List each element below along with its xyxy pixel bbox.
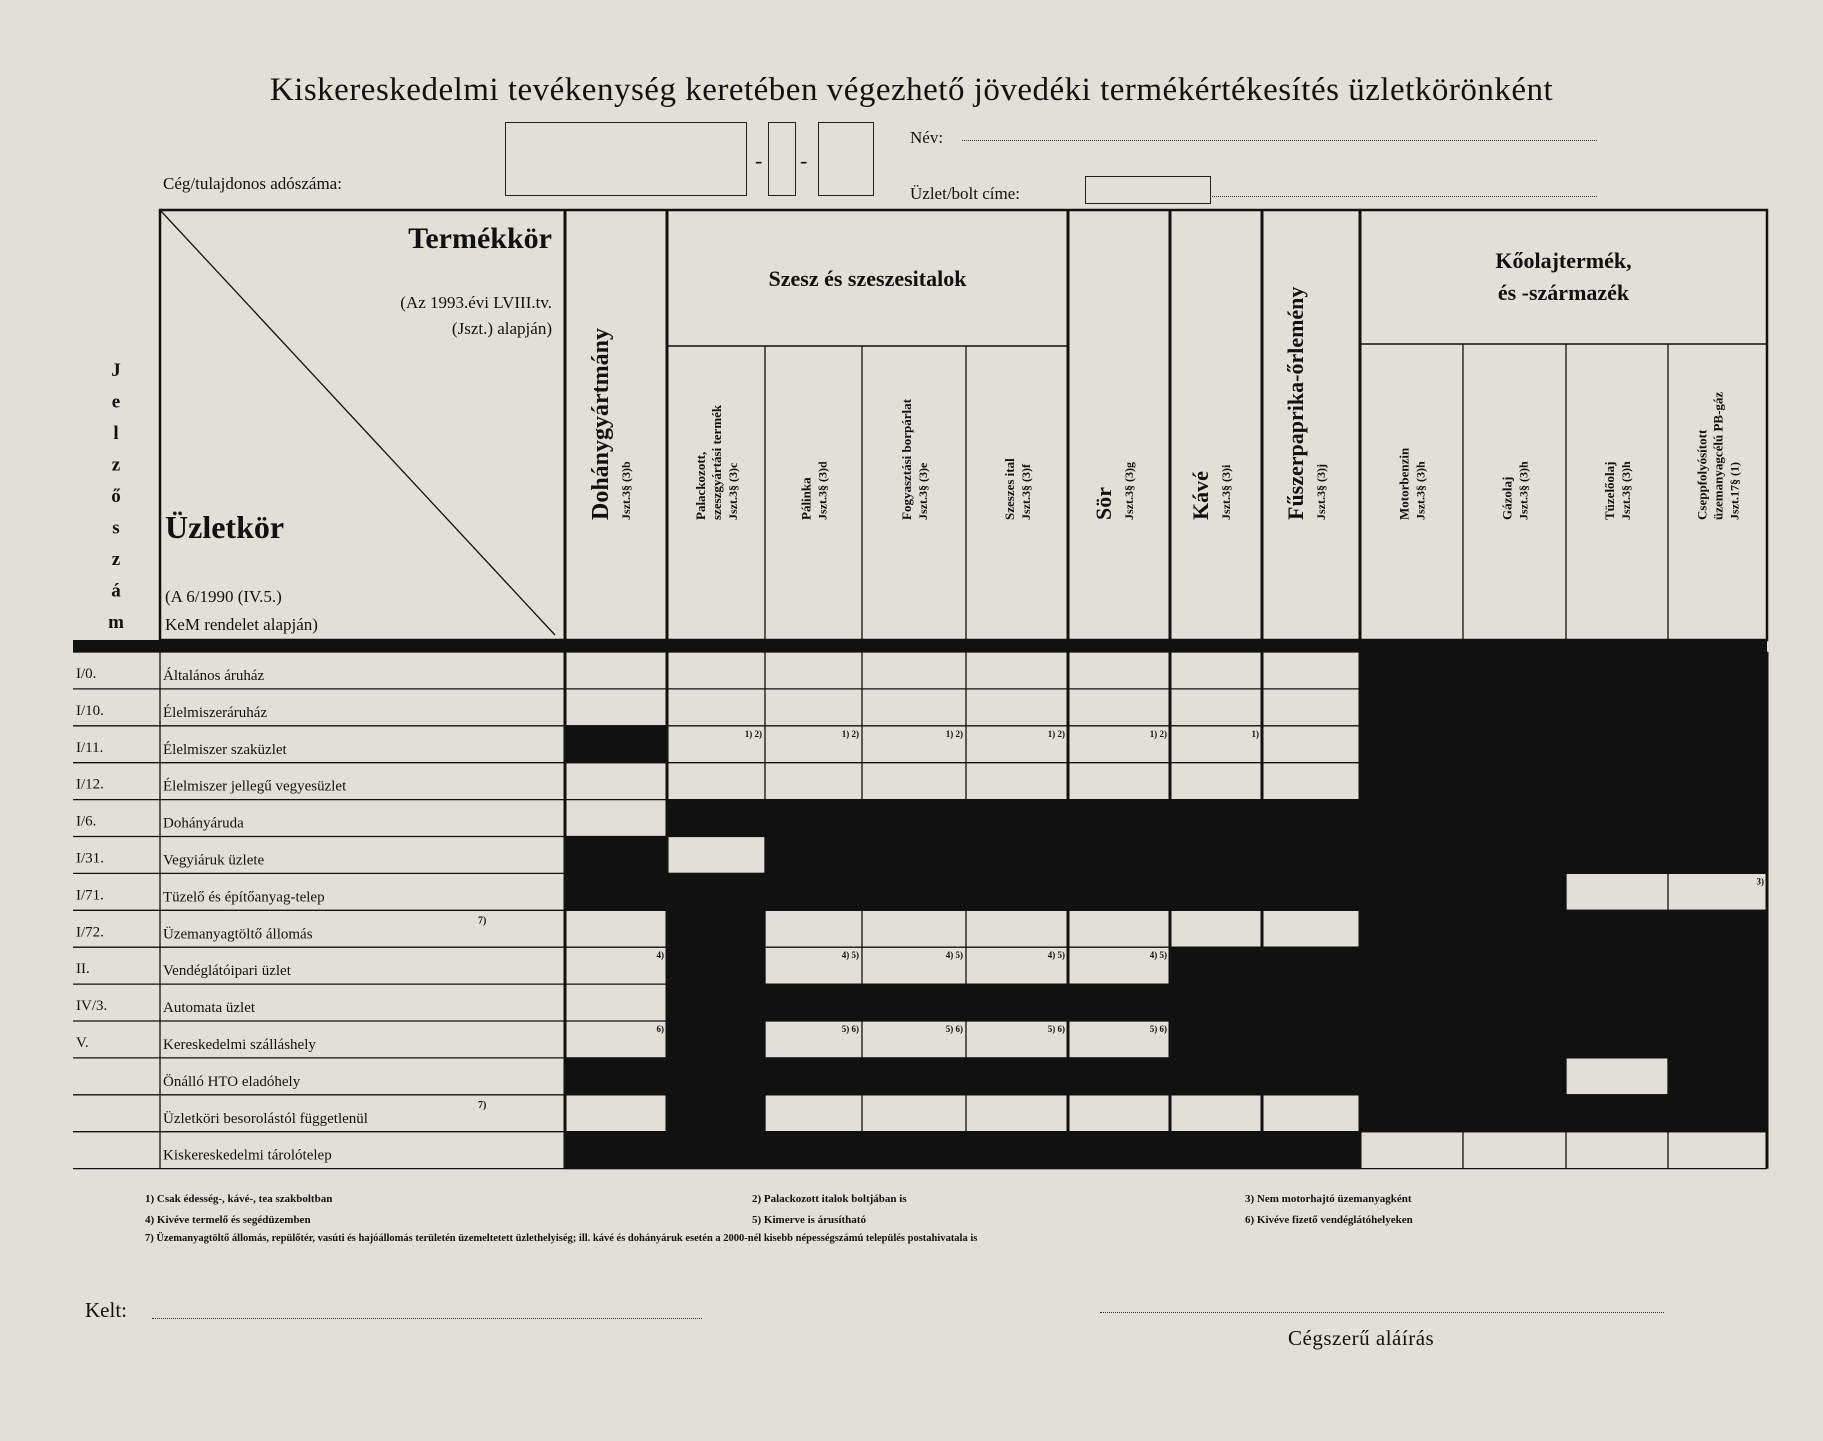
- column-header: [799, 461, 830, 520]
- blocked-cell: [862, 873, 967, 911]
- cell-note: 4) 5): [945, 950, 963, 961]
- blocked-cell: [1360, 1057, 1464, 1095]
- blocked-cell: [1668, 762, 1768, 800]
- cell-note: 1): [1251, 728, 1259, 739]
- blocked-cell: [765, 799, 863, 837]
- blocked-cell: [667, 984, 766, 1022]
- column-header: [693, 404, 740, 520]
- cell-note: 4) 5): [1149, 950, 1167, 961]
- blocked-cell: [667, 1131, 766, 1169]
- column-name: Sör: [1091, 487, 1116, 520]
- footnote-2: 2) Palackozott italok boltjában is: [752, 1193, 907, 1205]
- spirits-group-heading: Szesz és szeszesitalok: [768, 266, 967, 291]
- column-name: szeszgyártási termék: [709, 404, 724, 520]
- code-heading-letter: z: [111, 454, 121, 476]
- row-code: I/12.: [76, 776, 104, 793]
- blocked-cell: [1170, 1131, 1263, 1169]
- blocked-cell: [1668, 1094, 1768, 1132]
- column-header: [1283, 287, 1328, 520]
- signature-line[interactable]: [1100, 1312, 1664, 1313]
- column-name: Motorbenzin: [1396, 447, 1412, 520]
- tax-number-label: Cég/tulajdonos adószáma:: [163, 174, 342, 193]
- blocked-cell: [1566, 762, 1669, 800]
- column-ref: Jszt.3§ (3)c: [726, 462, 740, 520]
- footnote-1: 1) Csak édesség-, kávé-, tea szakboltban: [145, 1193, 333, 1205]
- row-name: Önálló HTO eladóhely: [163, 1073, 301, 1090]
- blocked-cell: [765, 1131, 863, 1169]
- header-separator-band: [73, 640, 1767, 652]
- code-heading-letter: l: [113, 423, 119, 444]
- row-code: I/31.: [76, 850, 104, 867]
- cell-note: 4) 5): [1047, 950, 1065, 961]
- column-name: Kávé: [1188, 471, 1213, 520]
- header-diagonal: [160, 210, 555, 635]
- blocked-cell: [1668, 984, 1768, 1022]
- column-ref: Jszt.3§ (3)i: [1219, 464, 1233, 520]
- blocked-cell: [565, 836, 668, 874]
- column-header: [1397, 447, 1428, 520]
- blocked-cell: [1668, 725, 1768, 763]
- column-ref: Jszt.17§ (1): [1727, 462, 1742, 520]
- business-heading: Üzletkör: [165, 509, 285, 545]
- blocked-cell: [1068, 799, 1171, 837]
- row-code: I/11.: [76, 739, 104, 756]
- blocked-cell: [1463, 984, 1567, 1022]
- column-ref: Jszt.3§ (3)d: [815, 461, 830, 520]
- column-header: [899, 398, 930, 520]
- blocked-cell: [1360, 725, 1464, 763]
- blocked-cell: [966, 836, 1069, 874]
- column-ref: Jszt.3§ (3)b: [619, 461, 633, 520]
- signature-label: Cégszerű aláírás: [1288, 1326, 1435, 1350]
- blocked-cell: [1463, 762, 1567, 800]
- blocked-cell: [667, 910, 766, 948]
- row-code: I/10.: [76, 702, 104, 719]
- cell-note: 3): [1756, 876, 1764, 887]
- blocked-cell: [966, 1131, 1069, 1169]
- footnote-6: 6) Kivéve fizető vendéglátóhelyeken: [1245, 1214, 1413, 1226]
- blocked-cell: [1463, 688, 1567, 726]
- blocked-cell: [1566, 910, 1669, 948]
- column-header: [1091, 462, 1136, 520]
- blocked-cell: [1360, 836, 1464, 874]
- blocked-cell: [1170, 947, 1263, 985]
- blocked-cell: [1463, 1021, 1567, 1059]
- blocked-cell: [1262, 947, 1361, 985]
- blocked-cell: [1668, 1057, 1768, 1095]
- blocked-cell: [1668, 1021, 1768, 1059]
- blocked-cell: [667, 873, 766, 911]
- row-code: IV/3.: [76, 998, 108, 1015]
- blocked-cell: [1360, 799, 1464, 837]
- blocked-cell: [1566, 1094, 1669, 1132]
- row-code: I/6.: [76, 813, 97, 830]
- date-field[interactable]: [152, 1318, 702, 1319]
- blocked-cell: [966, 799, 1069, 837]
- row-code: I/72.: [76, 924, 104, 941]
- row-name: Vendéglátóipari üzlet: [163, 963, 291, 980]
- row-code: I/71.: [76, 887, 104, 904]
- blocked-cell: [966, 1057, 1069, 1095]
- cell-note: 5) 6): [1047, 1024, 1065, 1034]
- blocked-cell: [1566, 947, 1669, 985]
- column-name: Fogyasztási borpárlat: [899, 399, 914, 520]
- column-ref: Jszt.3§ (3)j: [1314, 464, 1328, 520]
- blocked-cell: [1566, 799, 1669, 837]
- row-name: Dohányáruda: [163, 815, 244, 832]
- cell-note: 5) 6): [1149, 1024, 1167, 1034]
- column-header: [1002, 458, 1033, 520]
- row-name: Élelmiszer szaküzlet: [163, 741, 287, 758]
- blocked-cell: [1360, 688, 1464, 726]
- row-name: Automata üzlet: [163, 1000, 256, 1017]
- row-name: Vegyiáruk üzlete: [163, 852, 265, 869]
- footnote-7: 7) Üzemanyagtöltő állomás, repülőtér, vasúti és hajóállomás területén üzemeltetett üzlethelyiség; ill. kávé és dohányáruk esetén a 2000-nél kisebb népességszámú település postahivatala is: [145, 1233, 978, 1244]
- blocked-cell: [1360, 910, 1464, 948]
- cell-note: 5) 6): [841, 1024, 859, 1034]
- blocked-cell: [1360, 652, 1464, 690]
- row-code: II.: [76, 961, 90, 978]
- code-heading-letter: m: [108, 612, 124, 633]
- column-ref: Jszt.3§ (3)h: [1619, 461, 1633, 520]
- column-ref: Jszt.3§ (3)g: [1122, 462, 1136, 520]
- product-basis: (Az 1993.évi LVIII.tv.: [400, 293, 552, 312]
- blocked-cell: [1463, 1094, 1567, 1132]
- blocked-cell: [862, 799, 967, 837]
- blocked-cell: [1360, 984, 1464, 1022]
- oil-group-heading: Kőolajtermék,: [1495, 248, 1632, 273]
- code-heading-letter: ő: [111, 486, 121, 507]
- blocked-cell: [1262, 873, 1361, 911]
- cell-note: 6): [656, 1024, 664, 1034]
- footnote-4: 4) Kivéve termelő és segédüzemben: [145, 1214, 311, 1226]
- column-name: Szeszes ital: [1002, 458, 1017, 520]
- blocked-cell: [1360, 762, 1464, 800]
- footnote-3: 3) Nem motorhajtó üzemanyagként: [1245, 1193, 1412, 1205]
- column-name: Pálinka: [798, 477, 814, 520]
- blocked-cell: [1668, 652, 1768, 690]
- blocked-cell: [1068, 836, 1171, 874]
- blocked-cell: [1360, 873, 1464, 911]
- blocked-cell: [1668, 688, 1768, 726]
- column-header: [1188, 464, 1233, 520]
- cell-note: 4): [656, 950, 664, 961]
- column-header: [1500, 461, 1531, 520]
- oil-group-heading: és -származék: [1497, 280, 1630, 305]
- blocked-cell: [966, 984, 1069, 1022]
- blocked-cell: [1463, 873, 1567, 911]
- blocked-cell: [966, 873, 1069, 911]
- blocked-cell: [1463, 947, 1567, 985]
- blocked-cell: [667, 1021, 766, 1059]
- blocked-cell: [1262, 799, 1361, 837]
- blocked-cell: [1170, 1021, 1263, 1059]
- row-name: Általános áruház: [163, 668, 265, 684]
- code-heading-letter: e: [111, 391, 121, 413]
- code-heading-letter: á: [111, 580, 121, 602]
- blocked-cell: [1068, 1131, 1171, 1169]
- blocked-cell: [862, 1131, 967, 1169]
- column-header: [588, 328, 633, 520]
- blocked-cell: [1668, 836, 1768, 874]
- blocked-cell: [765, 873, 863, 911]
- column-name: Cseppfolyósított: [1694, 429, 1710, 520]
- row-name: Kereskedelmi szálláshely: [163, 1037, 316, 1053]
- row-name: Élelmiszeráruház: [163, 704, 268, 721]
- blocked-cell: [1668, 910, 1768, 948]
- cell-note: 1) 2): [945, 728, 963, 739]
- blocked-cell: [667, 1057, 766, 1095]
- cell-note: 5) 6): [945, 1024, 963, 1034]
- column-name: Gázolaj: [1499, 476, 1515, 520]
- blocked-cell: [667, 947, 766, 985]
- blocked-cell: [1566, 836, 1669, 874]
- blocked-cell: [765, 984, 863, 1022]
- code-heading-letter: z: [111, 549, 121, 570]
- product-heading: Termékkör: [408, 222, 552, 255]
- blocked-cell: [765, 836, 863, 874]
- blocked-cell: [1668, 947, 1768, 985]
- cell-note: 1) 2): [1149, 728, 1167, 739]
- blocked-cell: [1170, 836, 1263, 874]
- blocked-cell: [1463, 1057, 1567, 1095]
- column-ref: Jszt.3§ (3)h: [1516, 461, 1531, 520]
- blocked-cell: [1566, 984, 1669, 1022]
- blocked-cell: [1566, 652, 1669, 690]
- blocked-cell: [565, 1131, 668, 1169]
- blocked-cell: [1463, 799, 1567, 837]
- name-label: Név:: [910, 128, 944, 147]
- date-label: Kelt:: [85, 1298, 127, 1322]
- blocked-cell: [862, 984, 967, 1022]
- blocked-cell: [1170, 799, 1263, 837]
- page-title: Kiskereskedelmi tevékenység keretében végezhető jövedéki termékértékesítés üzletkörönként: [269, 72, 1554, 108]
- row-name: Üzemanyagtöltő állomás: [163, 926, 313, 943]
- blocked-cell: [1360, 1021, 1464, 1059]
- column-name: Fűszerpaprika-őrlemény: [1283, 286, 1308, 520]
- code-heading-letter: s: [112, 517, 120, 539]
- blocked-cell: [1262, 836, 1361, 874]
- column-header: [1602, 461, 1633, 520]
- blocked-cell: [1170, 873, 1263, 911]
- column-ref: Jszt.3§ (3)f: [1019, 464, 1033, 520]
- column-name: üzemanyagcélú PB-gáz: [1710, 391, 1726, 520]
- tax-number-separator-2: -: [800, 148, 808, 173]
- footnote-5: 5) Kimerve is árusítható: [752, 1214, 866, 1226]
- address-label: Üzlet/bolt címe:: [910, 184, 1020, 203]
- business-basis: (A 6/1990 (IV.5.): [165, 587, 282, 606]
- column-name: Palackozott,: [693, 451, 708, 520]
- blocked-cell: [765, 1057, 863, 1095]
- blocked-cell: [862, 836, 967, 874]
- blocked-cell: [565, 873, 668, 911]
- blocked-cell: [1463, 725, 1567, 763]
- column-ref: Jszt.3§ (3)e: [916, 462, 930, 520]
- blocked-cell: [1360, 947, 1464, 985]
- blocked-cell: [1262, 984, 1361, 1022]
- row-name: Élelmiszer jellegű vegyesüzlet: [163, 778, 347, 795]
- row-code: I/0.: [76, 666, 97, 682]
- blocked-cell: [1668, 799, 1768, 837]
- blocked-cell: [1463, 910, 1567, 948]
- blocked-cell: [1463, 836, 1567, 874]
- blocked-cell: [1566, 1021, 1669, 1059]
- column-name: Dohánygyártmány: [588, 327, 614, 520]
- blocked-cell: [1262, 1131, 1361, 1169]
- code-heading-letter: J: [111, 360, 121, 381]
- row-code: V.: [76, 1035, 89, 1051]
- blocked-cell: [1566, 688, 1669, 726]
- product-basis: (Jszt.) alapján): [451, 319, 552, 338]
- blocked-cell: [862, 1057, 967, 1095]
- cell-note: 4) 5): [841, 950, 859, 961]
- column-name: Tüzelőolaj: [1602, 461, 1617, 520]
- blocked-cell: [667, 799, 766, 837]
- blocked-cell: [1068, 984, 1171, 1022]
- blocked-cell: [1262, 1057, 1361, 1095]
- blocked-cell: [1068, 1057, 1171, 1095]
- blocked-cell: [565, 725, 668, 763]
- blocked-cell: [1566, 725, 1669, 763]
- blocked-cell: [1170, 1057, 1263, 1095]
- business-basis: KeM rendelet alapján): [165, 615, 318, 634]
- blocked-cell: [667, 1094, 766, 1132]
- column-header: [1695, 392, 1742, 520]
- cell-note: 1) 2): [1047, 728, 1065, 739]
- row-name: Tüzelő és építőanyag-telep: [163, 889, 325, 906]
- blocked-cell: [1068, 873, 1171, 911]
- blocked-cell: [1463, 652, 1567, 690]
- row-name: Üzletköri besorolástól függetlenül: [163, 1110, 368, 1127]
- tax-number-separator: -: [755, 148, 763, 173]
- column-ref: Jszt.3§ (3)h: [1413, 461, 1428, 520]
- row-note: 7): [478, 1099, 487, 1111]
- blocked-cell: [1360, 1094, 1464, 1132]
- cell-note: 1) 2): [744, 728, 762, 739]
- blocked-cell: [565, 1057, 668, 1095]
- blocked-cell: [1170, 984, 1263, 1022]
- row-note: 7): [478, 915, 487, 927]
- row-name: Kiskereskedelmi tárolótelep: [163, 1147, 332, 1164]
- blocked-cell: [1262, 1021, 1361, 1059]
- cell-note: 1) 2): [841, 728, 859, 739]
